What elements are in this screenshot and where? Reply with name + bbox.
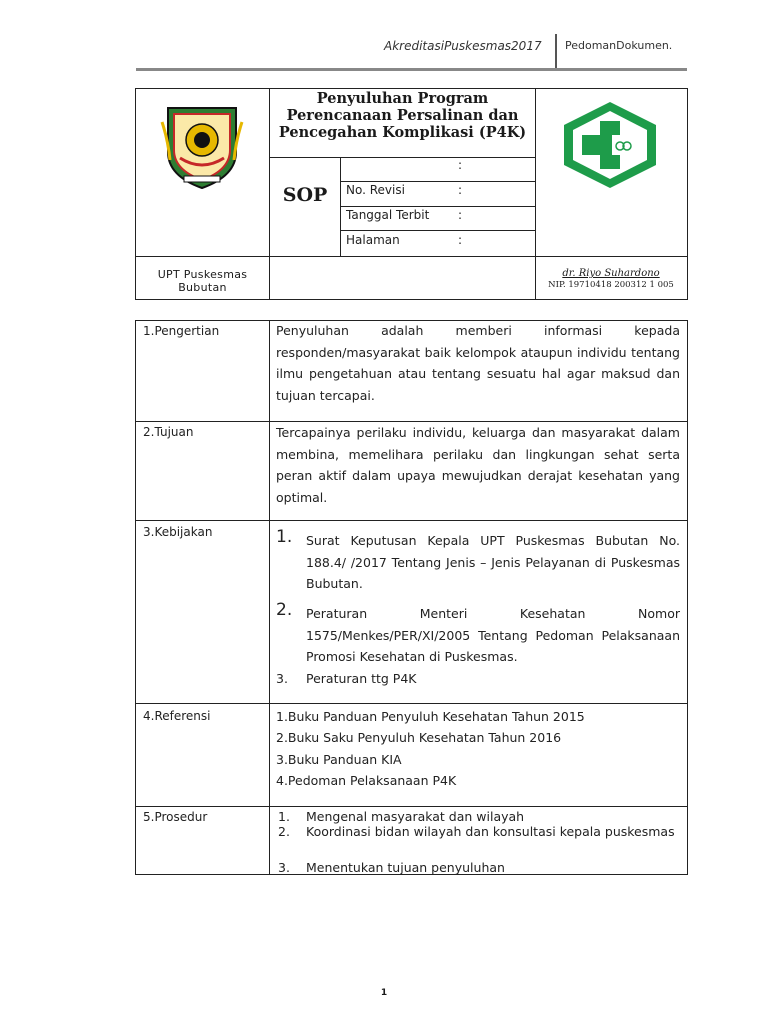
procedure-number: 1. xyxy=(278,809,290,824)
procedure-text: Koordinasi bidan wilayah dan konsultasi kepala puskesmas xyxy=(306,824,675,839)
field-colon: : xyxy=(458,208,463,222)
table-line xyxy=(135,256,688,257)
field-revision xyxy=(346,183,463,197)
section-label-kebijakan: 3.Kebijakan xyxy=(143,525,213,539)
procedure-text: Mengenal masyarakat dan wilayah xyxy=(306,809,525,824)
organization-name: UPT Puskesmas Bubutan xyxy=(157,268,248,294)
reference-item: 1.Buku Panduan Penyuluh Kesehatan Tahun 2015 xyxy=(276,709,585,724)
field-label: Tanggal Terbit xyxy=(346,208,430,222)
field-issue-date xyxy=(346,208,463,222)
signer-nip: NIP. 19710418 200312 1 005 xyxy=(548,280,674,290)
list-number: 3. xyxy=(276,671,288,686)
puskesmas-logo xyxy=(560,99,660,191)
sop-label: SOP xyxy=(282,184,328,206)
section-label-prosedur: 5.Prosedur xyxy=(143,810,208,824)
procedure-number: 2. xyxy=(278,824,290,839)
table-line xyxy=(340,230,535,231)
list-text: Peraturan Menteri Kesehatan Nomor 1575/Menkes/PER/XI/2005 Tentang Pedoman Pelaksanaan Promosi Kesehatan di Puskesmas. xyxy=(306,606,680,664)
field-colon: : xyxy=(458,233,463,247)
table-line xyxy=(269,320,270,875)
list-number: 2. xyxy=(276,600,293,620)
list-text: Surat Keputusan Kepala UPT Puskesmas Bubutan No. 188.4/ /2017 Tentang Jenis – Jenis Pelayanan di Puskesmas Bubutan. xyxy=(306,533,680,591)
section-label-pengertian: 1.Pengertian xyxy=(143,324,220,338)
section-label-tujuan: 2.Tujuan xyxy=(143,425,194,439)
signer-name: dr. Riyo Suhardono xyxy=(562,268,660,279)
list-number: 1. xyxy=(276,527,293,547)
section-text-pengertian: Penyuluhan adalah memberi informasi kepada responden/masyarakat baik kelompok ataupun individu tentang ilmu pengetahuan atau tentang sesuatu hal agar maksud dan tujuan tercapai. xyxy=(276,323,680,403)
header-divider xyxy=(555,34,557,70)
reference-item: 2.Buku Saku Penyuluh Kesehatan Tahun 2016 xyxy=(276,730,562,745)
procedure-text: Menentukan tujuan penyuluhan xyxy=(306,860,505,875)
table-line xyxy=(135,703,688,704)
reference-item: 3.Buku Panduan KIA xyxy=(276,752,402,767)
document-title: Penyuluhan Program Perencanaan Persalinan dan Pencegahan Komplikasi (P4K) xyxy=(278,90,527,141)
section-label-referensi: 4.Referensi xyxy=(143,709,211,723)
table-line xyxy=(269,157,535,158)
section-text-tujuan: Tercapainya perilaku individu, keluarga dan masyarakat dalam membina, memelihara perilaku dan lingkungan sehat serta peran aktif dalam upaya mewujudkan derajat kesehatan yang optimal. xyxy=(276,425,680,505)
reference-item: 4.Pedoman Pelaksanaan P4K xyxy=(276,773,457,788)
running-header-right: PedomanDokumen. xyxy=(565,39,673,52)
page-number: 1 xyxy=(380,988,388,998)
field-label: No. Revisi xyxy=(346,183,405,197)
header-rule xyxy=(136,68,687,71)
table-line xyxy=(340,181,535,182)
field-colon: : xyxy=(458,183,463,197)
field-label: Halaman xyxy=(346,233,400,247)
regional-crest-logo xyxy=(158,100,246,192)
table-line xyxy=(135,520,688,521)
procedure-number: 3. xyxy=(278,860,290,875)
list-text: Peraturan ttg P4K xyxy=(306,671,417,686)
field-colon: : xyxy=(458,158,463,172)
running-header-left: AkreditasiPuskesmas2017 xyxy=(384,39,542,53)
table-line xyxy=(340,206,535,207)
field-page xyxy=(346,233,463,247)
